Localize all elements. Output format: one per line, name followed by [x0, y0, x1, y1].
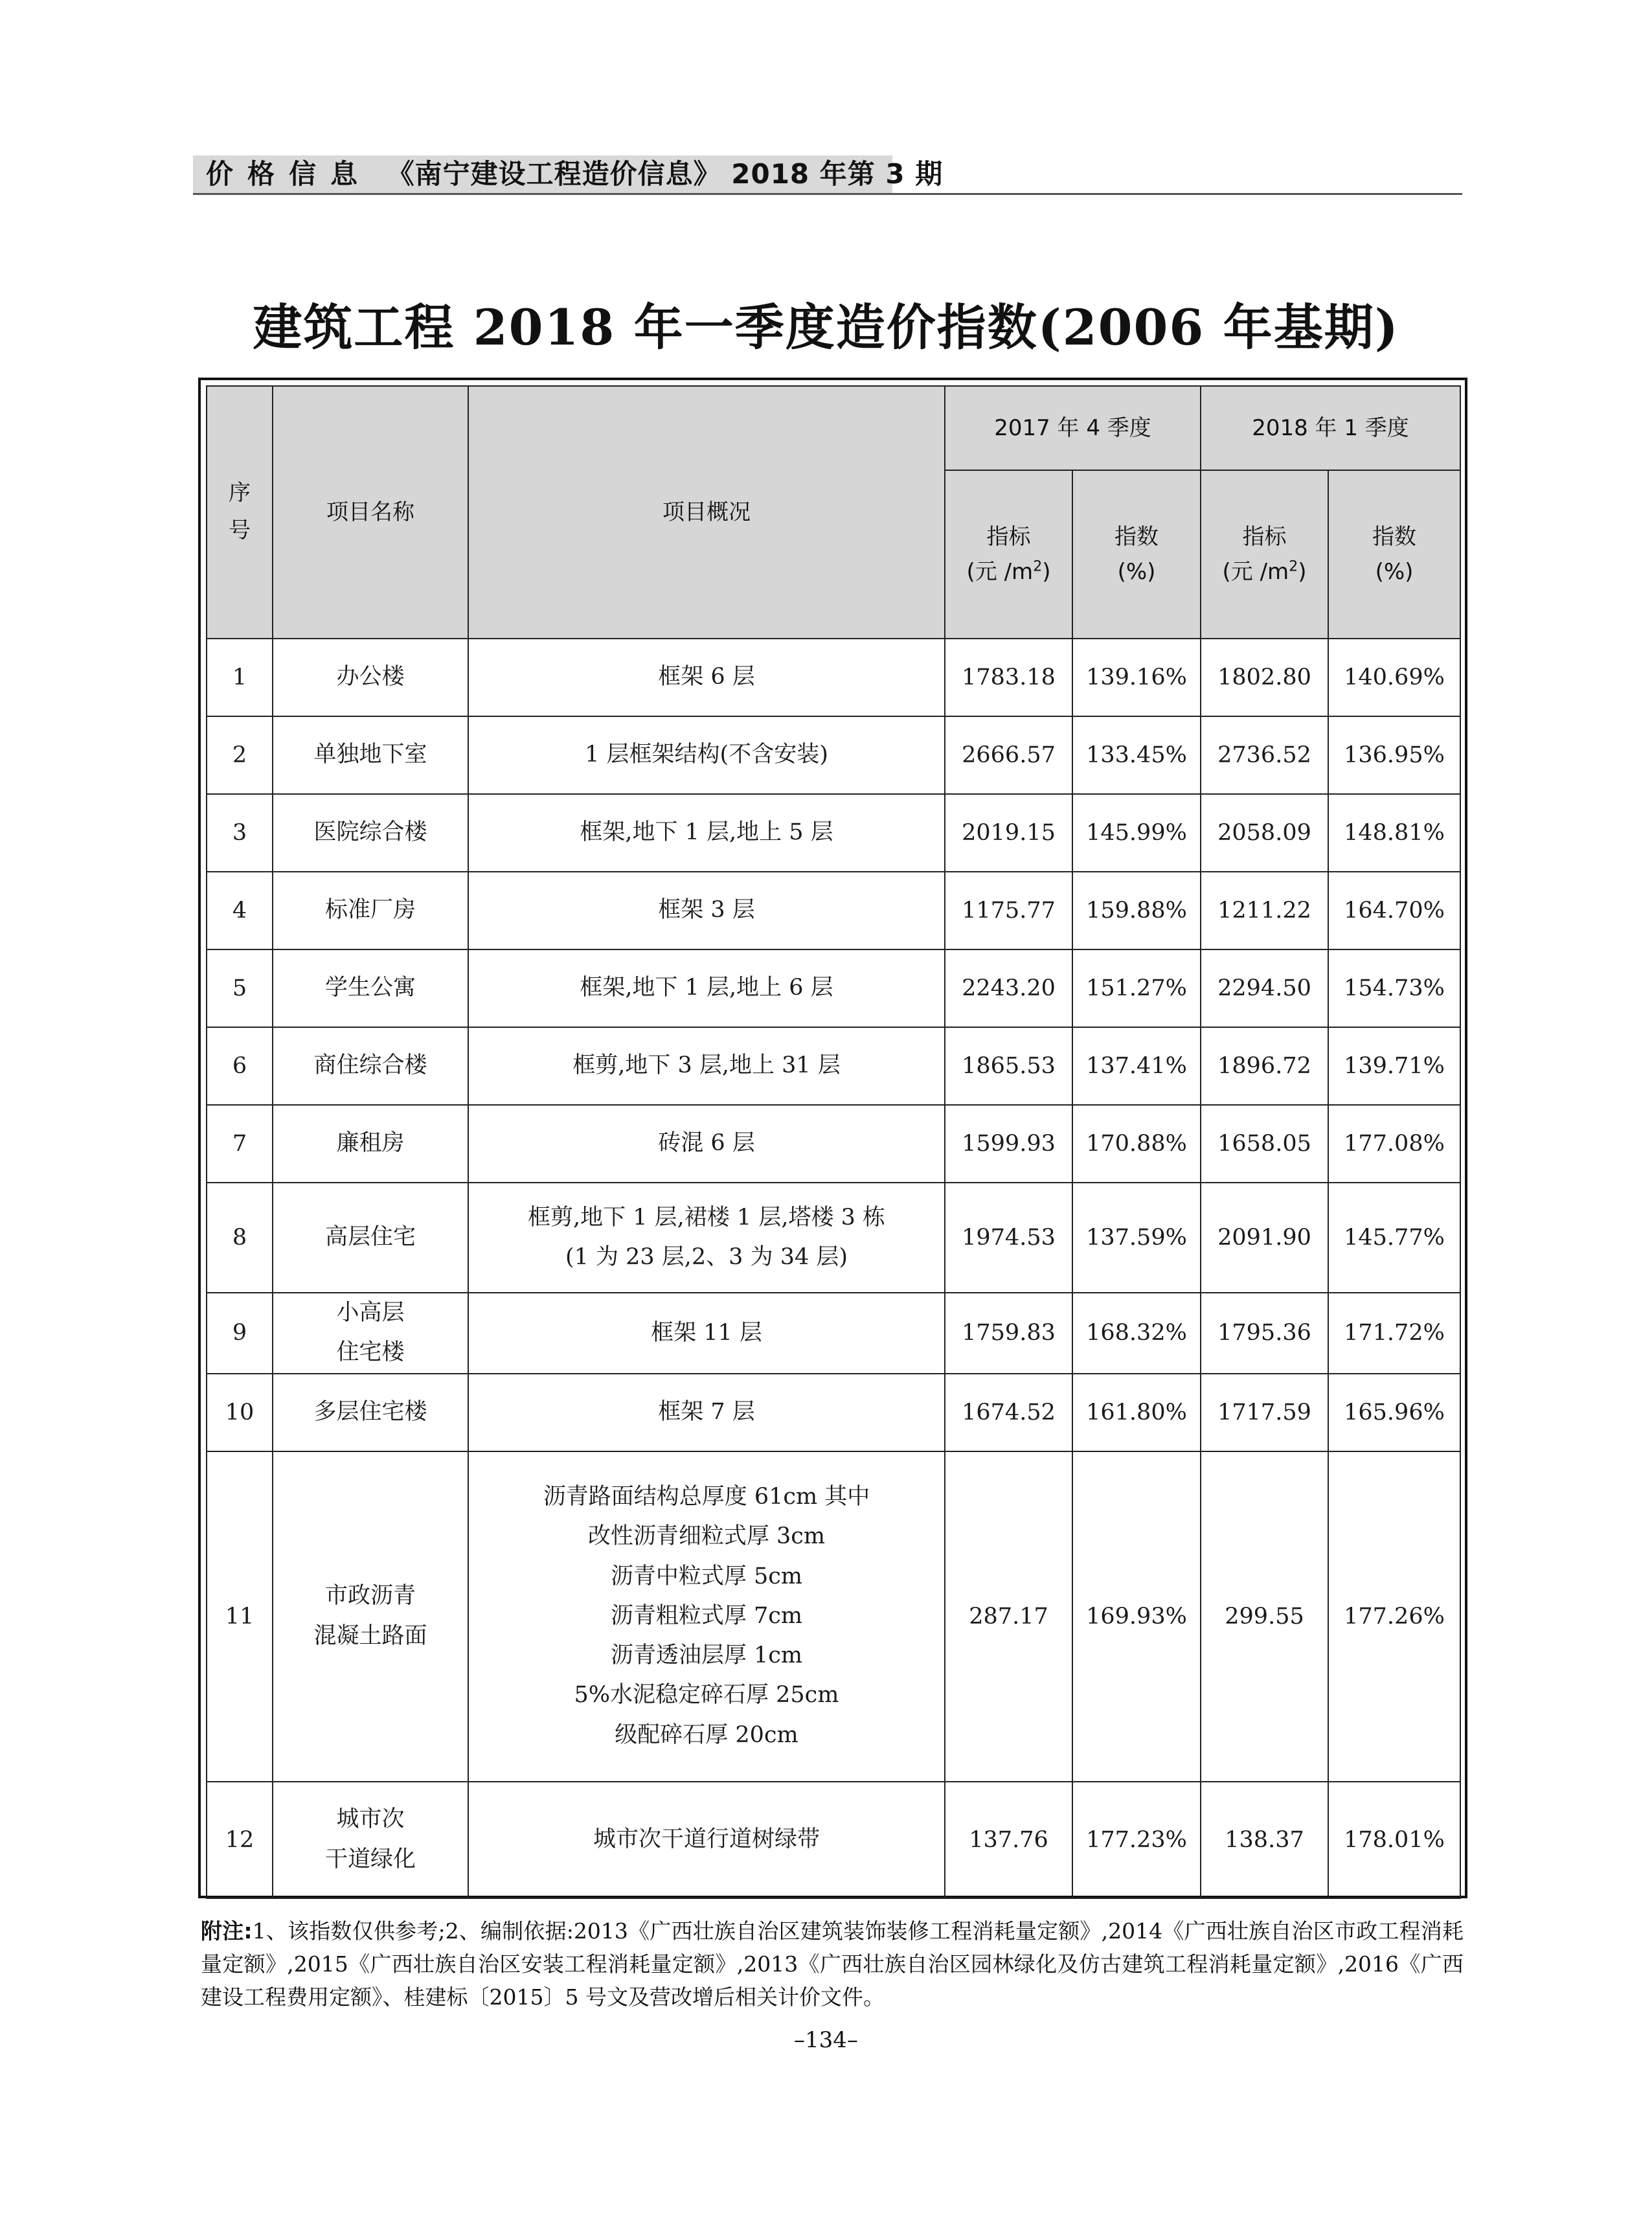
cell-name-line: 办公楼 — [336, 664, 405, 690]
cell-index-2018q1: 177.26% — [1328, 1451, 1460, 1782]
cell-desc-line: 城市次干道行道树绿带 — [593, 1826, 820, 1852]
cell-index-2017q4: 139.16% — [1072, 639, 1201, 716]
cell-desc-line: 沥青透油层厚 1cm — [610, 1642, 803, 1669]
cell-name-line: 商住综合楼 — [313, 1052, 427, 1079]
cell-index-2017q4: 177.23% — [1072, 1782, 1201, 1898]
cell-index-2018q1: 154.73% — [1328, 949, 1460, 1027]
cell-no: 10 — [207, 1374, 273, 1451]
col-header-period-2018q1: 2018 年 1 季度 — [1201, 386, 1460, 470]
cell-indicator-2017q4: 1175.77 — [945, 872, 1072, 949]
cell-desc-line: 沥青路面结构总厚度 61cm 其中 — [543, 1484, 870, 1510]
cell-indicator-2017q4: 137.76 — [945, 1782, 1072, 1898]
cell-indicator-2018q1: 1211.22 — [1201, 872, 1328, 949]
cell-index-2018q1: 177.08% — [1328, 1105, 1460, 1183]
cell-no: 12 — [207, 1782, 273, 1898]
cell-name-line: 市政沥青 — [324, 1583, 416, 1609]
cell-indicator-2018q1: 2294.50 — [1201, 949, 1328, 1027]
col-header-indicator-2 — [1201, 470, 1328, 639]
cell-index-2018q1: 136.95% — [1328, 716, 1460, 794]
cell-desc — [468, 1782, 945, 1898]
cell-no: 4 — [207, 872, 273, 949]
cell-indicator-2017q4: 1865.53 — [945, 1027, 1072, 1105]
footnote — [201, 1914, 1464, 2014]
table-row — [207, 794, 1460, 872]
cell-desc-line: 框架 7 层 — [658, 1398, 755, 1425]
cell-desc-line: 框架,地下 1 层,地上 5 层 — [580, 819, 833, 846]
cell-name-line: 标准厂房 — [324, 897, 416, 924]
table-row — [207, 1293, 1460, 1374]
index-label: 指数 — [1372, 523, 1416, 550]
cell-desc-line: 砖混 6 层 — [658, 1130, 755, 1157]
table-row — [207, 1183, 1460, 1293]
cell-indicator-2018q1: 138.37 — [1201, 1782, 1328, 1898]
cell-name-line: 单独地下室 — [313, 742, 427, 768]
cell-indicator-2018q1: 2736.52 — [1201, 716, 1328, 794]
cell-name-line: 混凝土路面 — [313, 1622, 427, 1649]
col-header-desc: 项目概况 — [468, 386, 945, 639]
cell-name — [273, 639, 468, 716]
cell-index-2018q1: 165.96% — [1328, 1374, 1460, 1451]
cell-no: 6 — [207, 1027, 273, 1105]
cell-indicator-2018q1: 1795.36 — [1201, 1293, 1328, 1374]
cell-indicator-2017q4: 1783.18 — [945, 639, 1072, 716]
cell-desc — [468, 1105, 945, 1183]
cell-desc-line: 框架 11 层 — [651, 1319, 762, 1346]
cell-desc-line: 改性沥青细粒式厚 3cm — [587, 1523, 826, 1550]
cell-index-2018q1: 148.81% — [1328, 794, 1460, 872]
cell-index-2017q4: 169.93% — [1072, 1451, 1201, 1782]
cell-index-2017q4: 133.45% — [1072, 716, 1201, 794]
cell-indicator-2018q1: 1717.59 — [1201, 1374, 1328, 1451]
cell-desc — [468, 1451, 945, 1782]
cell-indicator-2017q4: 2243.20 — [945, 949, 1072, 1027]
cell-index-2017q4: 159.88% — [1072, 872, 1201, 949]
header-rule — [193, 193, 1462, 195]
cell-name-line: 学生公寓 — [324, 975, 416, 1001]
cell-index-2017q4: 151.27% — [1072, 949, 1201, 1027]
indicator-label: 指标 — [1242, 523, 1287, 550]
cell-no: 7 — [207, 1105, 273, 1183]
col-header-period-2017q4: 2017 年 4 季度 — [945, 386, 1201, 470]
col-header-no — [207, 386, 273, 639]
cell-desc-line: 沥青中粒式厚 5cm — [610, 1563, 803, 1589]
cell-name-line: 高层住宅 — [324, 1224, 416, 1251]
cell-index-2017q4: 137.41% — [1072, 1027, 1201, 1105]
index-label: 指数 — [1115, 523, 1159, 550]
cell-indicator-2017q4: 287.17 — [945, 1451, 1072, 1782]
cell-name — [273, 1027, 468, 1105]
cell-desc-line: 沥青粗粒式厚 7cm — [610, 1602, 803, 1629]
cell-no: 8 — [207, 1183, 273, 1293]
cell-indicator-2017q4: 2019.15 — [945, 794, 1072, 872]
index-unit: (%) — [1117, 559, 1156, 585]
table-row — [207, 949, 1460, 1027]
cell-no: 5 — [207, 949, 273, 1027]
index-unit: (%) — [1375, 559, 1414, 585]
table-row — [207, 1027, 1460, 1105]
running-header — [206, 153, 943, 192]
cell-no: 9 — [207, 1293, 273, 1374]
cell-indicator-2018q1: 2091.90 — [1201, 1183, 1328, 1293]
cell-name-line: 干道绿化 — [324, 1846, 416, 1872]
cell-desc — [468, 1374, 945, 1451]
cell-name-line: 小高层 — [336, 1300, 405, 1326]
cell-indicator-2017q4: 2666.57 — [945, 716, 1072, 794]
cell-desc — [468, 872, 945, 949]
header-category: 价格信息 — [206, 158, 372, 190]
cell-name — [273, 716, 468, 794]
cell-desc — [468, 716, 945, 794]
cell-name — [273, 794, 468, 872]
cell-indicator-2017q4: 1674.52 — [945, 1374, 1072, 1451]
cell-index-2017q4: 137.59% — [1072, 1183, 1201, 1293]
table-row — [207, 716, 1460, 794]
cell-desc-line: 框剪,地下 3 层,地上 31 层 — [572, 1052, 841, 1079]
page-number: –134– — [794, 2027, 858, 2053]
cell-no: 2 — [207, 716, 273, 794]
cell-desc-line: 框剪,地下 1 层,裙楼 1 层,塔楼 3 栋 — [528, 1204, 885, 1231]
cell-desc — [468, 1183, 945, 1293]
cell-desc-line: 框架 3 层 — [658, 897, 755, 924]
cell-name — [273, 1451, 468, 1782]
cell-desc-line: 级配碎石厚 20cm — [615, 1721, 798, 1748]
cell-index-2018q1: 178.01% — [1328, 1782, 1460, 1898]
cell-name — [273, 1105, 468, 1183]
cell-desc — [468, 639, 945, 716]
cell-index-2018q1: 139.71% — [1328, 1027, 1460, 1105]
header-publication: 《南宁建设工程造价信息》 2018 年第 3 期 — [387, 158, 944, 190]
cell-indicator-2018q1: 1896.72 — [1201, 1027, 1328, 1105]
cell-desc — [468, 1027, 945, 1105]
cell-desc-line: (1 为 23 层,2、3 为 34 层) — [565, 1244, 848, 1270]
table-row — [207, 872, 1460, 949]
footnote-text: 1、该指数仅供参考;2、编制依据:2013《广西壮族自治区建筑装饰装修工程消耗量定额》,2014《广西壮族自治区市政工程消耗量定额》,2015《广西壮族自治区安装工程消耗量定额》,2013《广西壮族自治区园林绿化及仿古建筑工程消耗量定额》,2016《广西建设工程费用定额》、桂建标〔2015〕5 号文及营改增后相关计价文件。 — [201, 1918, 1464, 2010]
cell-desc-line: 5%水泥稳定碎石厚 25cm — [574, 1682, 839, 1709]
cell-index-2018q1: 164.70% — [1328, 872, 1460, 949]
cell-no: 1 — [207, 639, 273, 716]
table-row — [207, 1451, 1460, 1782]
col-header-name: 项目名称 — [273, 386, 468, 639]
cell-name-line: 多层住宅楼 — [313, 1398, 427, 1425]
cell-desc-line: 框架,地下 1 层,地上 6 层 — [580, 975, 833, 1001]
cell-indicator-2018q1: 299.55 — [1201, 1451, 1328, 1782]
indicator-unit: (元 $/m^2$) — [966, 558, 1051, 585]
indicator-label: 指标 — [986, 523, 1031, 550]
table-row — [207, 1374, 1460, 1451]
cell-index-2018q1: 145.77% — [1328, 1183, 1460, 1293]
cell-indicator-2018q1: 1658.05 — [1201, 1105, 1328, 1183]
col-header-indicator-1 — [945, 470, 1072, 639]
cell-name-line: 廉租房 — [336, 1130, 405, 1157]
price-index-table — [206, 385, 1461, 1899]
cell-name — [273, 1183, 468, 1293]
cell-index-2017q4: 170.88% — [1072, 1105, 1201, 1183]
cell-desc — [468, 1293, 945, 1374]
cell-indicator-2017q4: 1974.53 — [945, 1183, 1072, 1293]
cell-desc — [468, 794, 945, 872]
indicator-unit: (元 $/m^2$) — [1222, 558, 1307, 585]
cell-name — [273, 949, 468, 1027]
cell-name — [273, 872, 468, 949]
cell-name-line: 住宅楼 — [336, 1339, 405, 1366]
table-row — [207, 1782, 1460, 1898]
cell-indicator-2018q1: 2058.09 — [1201, 794, 1328, 872]
cell-desc-line: 1 层框架结构(不含安装) — [585, 742, 828, 768]
cell-name — [273, 1293, 468, 1374]
cell-no: 11 — [207, 1451, 273, 1782]
col-header-index-1 — [1072, 470, 1201, 639]
cell-index-2017q4: 145.99% — [1072, 794, 1201, 872]
col-header-no-text: 序号 — [229, 480, 251, 543]
cell-name — [273, 1782, 468, 1898]
page-title: 建筑工程 2018 年一季度造价指数(2006 年基期) — [253, 299, 1399, 356]
col-header-index-2 — [1328, 470, 1460, 639]
cell-index-2017q4: 161.80% — [1072, 1374, 1201, 1451]
cell-no: 3 — [207, 794, 273, 872]
cell-indicator-2017q4: 1759.83 — [945, 1293, 1072, 1374]
cell-desc — [468, 949, 945, 1027]
cell-desc-line: 框架 6 层 — [658, 664, 755, 690]
table-row — [207, 639, 1460, 716]
cell-name — [273, 1374, 468, 1451]
cell-indicator-2017q4: 1599.93 — [945, 1105, 1072, 1183]
footnote-label: 附注: — [201, 1918, 253, 1944]
cell-name-line: 城市次 — [336, 1806, 405, 1833]
cell-name-line: 医院综合楼 — [313, 819, 427, 846]
cell-index-2018q1: 171.72% — [1328, 1293, 1460, 1374]
cell-index-2018q1: 140.69% — [1328, 639, 1460, 716]
cell-index-2017q4: 168.32% — [1072, 1293, 1201, 1374]
cell-indicator-2018q1: 1802.80 — [1201, 639, 1328, 716]
table-row — [207, 1105, 1460, 1183]
